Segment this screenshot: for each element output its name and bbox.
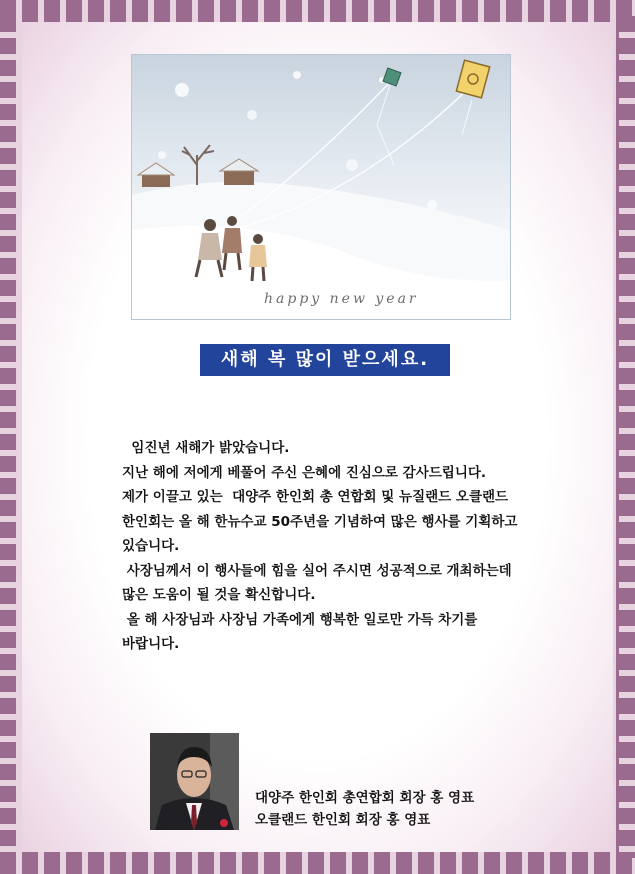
portrait-image	[150, 733, 239, 830]
greeting-banner: 새해 복 많이 받으세요.	[200, 344, 450, 376]
portrait-photo	[150, 733, 239, 830]
letter-line: 사장님께서 이 행사들에 힘을 실어 주시면 성공적으로 개최하는데	[122, 562, 512, 579]
winter-scene	[132, 55, 510, 319]
signature-line-1: 대양주 한인회 총연합회 회장 홍 영표	[255, 790, 475, 806]
card-caption: happy new year	[264, 291, 419, 307]
letter-line: 있습니다.	[122, 538, 180, 554]
letter-line: 한인회는 올 해 한뉴수교 50주년을 기념하여 많은 행사를 기획하고	[122, 513, 518, 530]
signature-line-2: 오클랜드 한인회 회장 홍 영표	[255, 812, 431, 828]
letter-line: 올 해 사장님과 사장님 가족에게 행복한 일로만 가득 차기를	[122, 611, 478, 628]
frame-border-right	[619, 16, 635, 858]
letter-line: 많은 도움이 될 것을 확신합니다.	[122, 587, 316, 603]
signature	[255, 787, 474, 831]
letter-line: 제가 이끌고 있는 대양주 한인회 총 연합회 및 뉴질랜드 오클랜드	[122, 489, 509, 505]
kite-yellow	[456, 60, 489, 98]
kite-green	[383, 68, 401, 86]
village	[138, 145, 258, 187]
letter-line: 바랍니다.	[122, 636, 180, 652]
new-year-card-illustration	[131, 54, 511, 320]
frame-border-left	[0, 16, 16, 858]
letter-line: 임진년 새해가 밝았습니다.	[122, 440, 290, 456]
letter-line: 지난 해에 저에게 베풀어 주신 은혜에 진심으로 감사드립니다.	[122, 464, 487, 481]
letter-body	[122, 436, 562, 657]
